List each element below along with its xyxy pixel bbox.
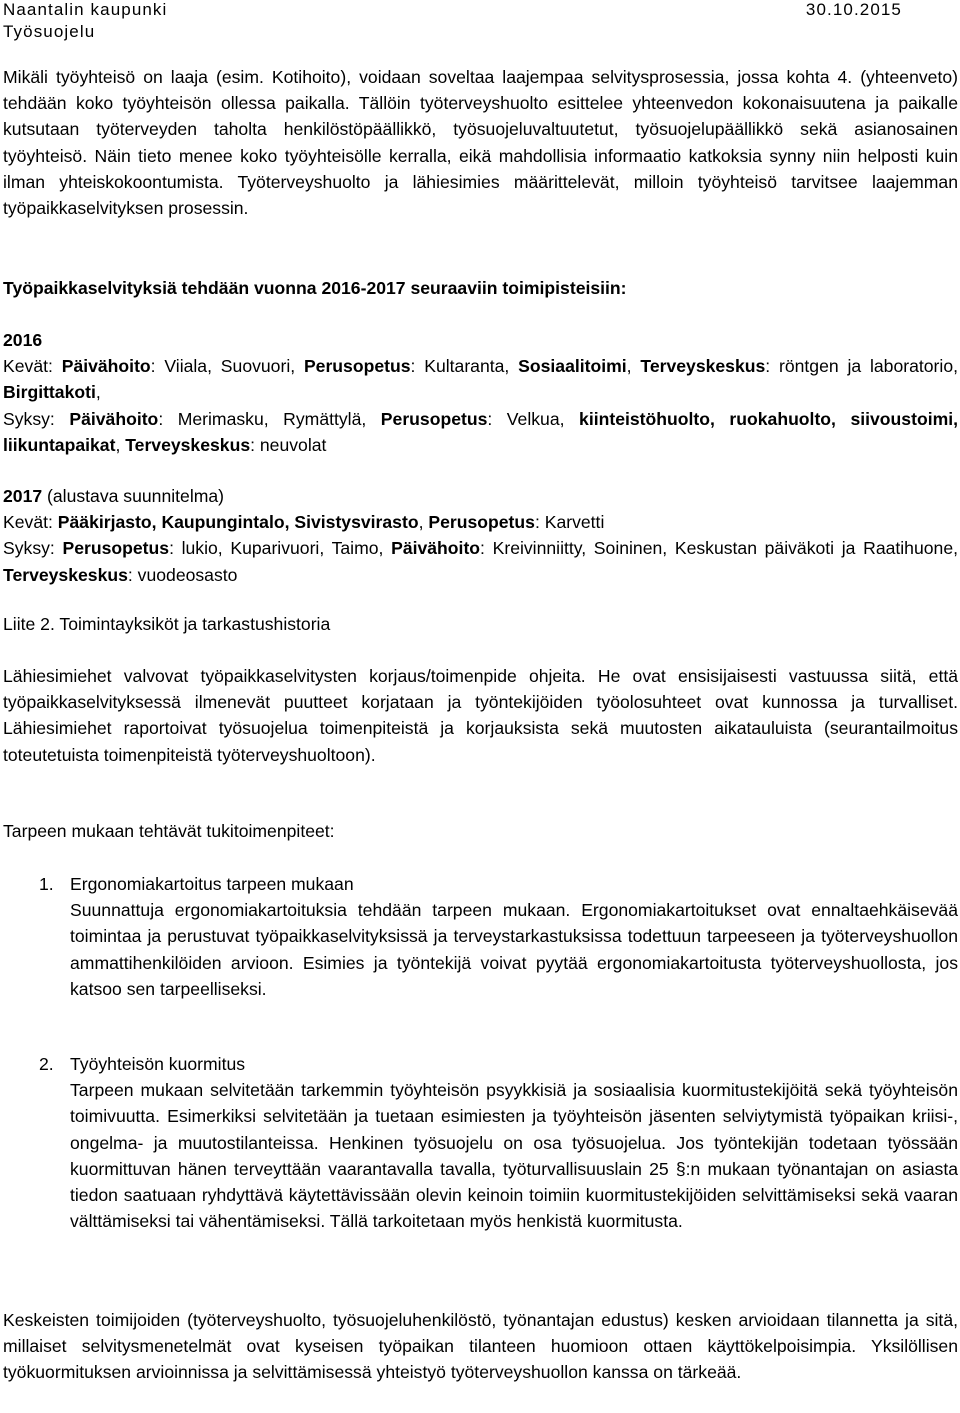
list-item-text: Tarpeen mukaan selvitetään tarkemmin työyhteisön psyykkisiä ja sosiaalisia kuormitustekijöitä sekä työyhteisön toimivuutta. Esimerkiksi selvitetään ja tuetaan esimiesten ja työyhteisön jäsenten selviytymistä työpaikan kriisi-, ongelma- ja muutostilanteissa. Henkinen työsuojelu on osa työsuojelua. Jos työntekijän todetaan työssään kuormittuvan hänen terveyttään vaarantavalla tavalla, työturvallisuuslain 25 §:n mukaan työnantajan on asiasta tiedon saatuaan ryhdyttävä käytettävissään olevin keinoin toimiin kuormitustekijöiden selvittämiseksi sekä vaaran välttämiseksi tai vähentämiseksi. Tällä tarkoitetaan myös henkistä kuormitusta. [70,1080,958,1232]
page-header [0,0,960,44]
kevat-2017 [3,509,958,535]
intro-text: Mikäli työyhteisö on laaja (esim. Kotihoito), voidaan soveltaa laajempaa selvitysprosessia, jossa kohta 4. (yhteenveto) tehdään koko työyhteisön ollessa paikalla. Tällöin työterveyshuolto esittelee yhteenvedon kokonaisuutena ja paikalle kutsutaan työterveyden taholta henkilöstöpäällikkö, työsuojeluvaltuutetut, työsuojelupäällikkö sekä asianosainen työyhteisö. Näin tieto menee koko työyhteisölle kerralla, eikä mahdollisia informaatio katkoksia synny niin helposti kuin ilman yhteiskokoontumista. Työterveyshuolto ja lähiesimies määrittelevät, milloin työyhteisö tarvitsee laajemman työpaikkaselvityksen prosessin. [3,67,958,219]
list-item [3,1051,958,1234]
season-label: Syksy: [3,408,70,429]
unit-bold: Perusopetus [62,538,170,559]
appendix-ref [3,611,958,637]
unit-bold: Terveyskeskus [640,356,766,377]
year-2017-note: (alustava suunnitelma) [42,486,225,506]
unit-text: : Karvetti [534,512,605,533]
unit-bold: Pääkirjasto, Kaupungintalo, Sivistysvirasto [57,512,419,533]
unit-text: , [115,434,126,455]
support-measures-heading [3,818,958,844]
syksy-2016 [3,406,958,458]
unit-bold: Terveyskeskus [3,564,128,585]
unit-text: , [418,512,429,533]
closing-paragraph [3,1307,958,1386]
support-measures-text: Tarpeen mukaan tehtävät tukitoimenpiteet: [3,821,335,841]
list-item-title: Työyhteisön kuormitus [70,1054,246,1074]
list-item [3,871,958,1002]
unit-text: , [95,382,101,403]
unit-bold: Päivähoito [69,408,159,429]
unit-text: : Kreivinniitty, Soininen, Keskustan päiväkoti ja Raatihuone, [480,538,958,559]
unit-bold: Perusopetus [303,356,411,377]
unit-bold: Perusopetus [428,512,535,533]
list-number: 1. [39,874,54,894]
closing-text: Keskeisten toimijoiden (työterveyshuolto, työsuojeluhenkilöstö, työnantajan edustus) kesken arvioidaan tilannetta ja sitä, millaiset selvitysmenetelmät ovat kyseisen työpaikan tilanteen huomioon ottaen käyttökelpoisimpia. Yksilöllisen työkuormituksen arvioinnissa ja selvittämisessä yhteistyö työterveyshuollon kanssa on tärkeää. [3,1310,958,1383]
unit-text: : röntgen ja laboratorio, [765,356,959,377]
appendix-ref-text: Liite 2. Toimintayksiköt ja tarkastushistoria [3,614,331,634]
season-label: Kevät: [3,356,62,377]
kevat-2016 [3,353,958,405]
season-label: Kevät: [3,512,58,533]
unit-bold: Terveyskeskus [125,434,251,455]
unit-bold: Päivähoito [61,356,151,377]
unit-text: : vuodeosasto [127,564,238,585]
list-number: 2. [39,1054,54,1074]
organization-name: Naantalin kaupunki [3,0,168,19]
unit-text: : neuvolat [250,434,327,455]
unit-text: : Merimasku, Rymättylä, [158,408,381,429]
header-date: 30.10.2015 [805,0,902,19]
unit-text: : lukio, Kuparivuori, Taimo, [169,538,392,559]
unit-text: : Kultaranta, [410,356,519,377]
department-name: Työsuojelu [3,22,96,41]
unit-bold: kiinteistöhuolto, ruokahuolto, siivoustoimi, liikuntapaikat [3,408,959,455]
schedule-2017 [3,483,958,588]
season-label: Syksy: [3,538,63,559]
unit-text: , [626,356,641,377]
unit-bold: Birgittakoti [3,382,96,403]
year-2016: 2016 [3,330,43,350]
supervisor-paragraph [3,663,958,768]
unit-text: : Velkua, [487,408,580,429]
unit-bold: Sosiaalitoimi [518,356,627,377]
year-2017: 2017 [3,486,43,506]
list-item-text: Suunnattuja ergonomiakartoituksia tehdään tarpeen mukaan. Ergonomiakartoitukset ovat ennaltaehkäisevää toimintaa ja perustuvat työpaikkaselvityksissä ja terveystarkastuksissa todettuun tarpeeseen ja työterveyshuollon ammattihenkilöiden arvioon. Esimies ja työntekijä voivat pyytää ergonomiakartoitusta työterveyshuollosta, jos katsoo sen tarpeelliseksi. [70,900,958,999]
supervisor-text: Lähiesimiehet valvovat työpaikkaselvitysten korjaus/toimenpide ohjeita. He ovat ensisijaisesti vastuussa siitä, että työpaikkaselvityksessä ilmenevät puutteet korjataan ja työntekijöiden työolosuhteet ovat kunnossa ja turvalliset. Lähiesimiehet raportoivat työsuojelua toimenpiteistä ja korjauksista sekä muutosten aikatauluista (seurantailmoitus toteutetuista toimenpiteistä työterveyshuoltoon). [3,666,958,765]
unit-bold: Päivähoito [391,538,481,559]
schedule-2016 [3,327,958,458]
unit-bold: Perusopetus [380,408,488,429]
schedule-heading-text: Työpaikkaselvityksiä tehdään vuonna 2016-2017 seuraaviin toimipisteisiin: [3,278,627,298]
intro-paragraph [3,64,958,221]
unit-text: : Viiala, Suovuori, [150,356,304,377]
schedule-heading [3,275,958,301]
syksy-2017 [3,535,958,587]
list-item-title: Ergonomiakartoitus tarpeen mukaan [70,874,354,894]
